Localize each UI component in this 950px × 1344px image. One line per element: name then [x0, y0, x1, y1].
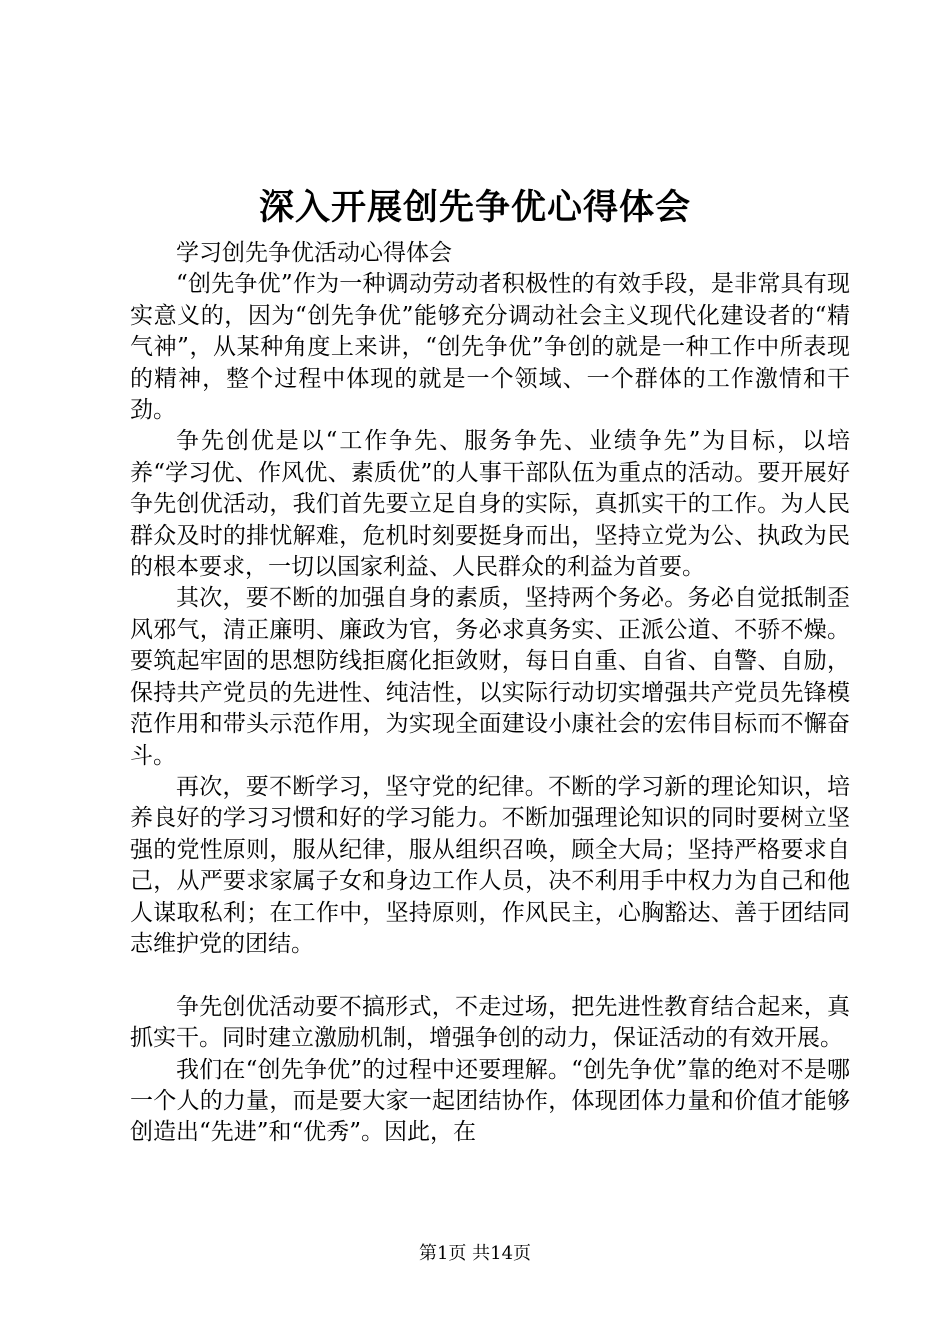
paragraph-3: 其次，要不断的加强自身的素质，坚持两个务必。务必自觉抵制歪风邪气，清正廉明、廉政为官，务必求真务实、正派公道、不骄不燥。要筑起牢固的思想防线拒腐化拒敛财，每日自重、自省、自警、自励，保持共产党员的先进性、纯洁性，以实际行动切实增强共产党员先锋模范作用和带头示范作用，为实现全面建设小康社会的宏伟目标而不懈奋斗。	[130, 585, 850, 769]
paragraph-1: “创先争优”作为一种调动劳动者积极性的有效手段，是非常具有现实意义的，因为“创先争优”能够充分调动社会主义现代化建设者的“精气神”，从某种角度上来讲，“创先争优”争创的就是一种工作中所表现的精神，整个过程中体现的就是一个领域、一个群体的工作激情和干劲。	[130, 271, 850, 424]
document-body	[130, 238, 850, 1149]
paragraph-5: 争先创优活动要不搞形式，不走过场，把先进性教育结合起来，真抓实干。同时建立激励机制，增强争创的动力，保证活动的有效开展。	[130, 993, 850, 1052]
paragraph-4: 再次，要不断学习，坚守党的纪律。不断的学习新的理论知识，培养良好的学习习惯和好的学习能力。不断加强理论知识的同时要树立坚强的党性原则，服从纪律，服从组织召唤，顾全大局；坚持严格要求自己，从严要求家属子女和身边工作人员，决不利用手中权力为自己和他人谋取私利；在工作中，坚持原则，作风民主，心胸豁达、善于团结同志维护党的团结。	[130, 773, 850, 957]
document-title: 深入开展创先争优心得体会	[258, 187, 691, 228]
paragraph-gap	[130, 960, 850, 991]
paragraph-2: 争先创优是以“工作争先、服务争先、业绩争先”为目标，以培养“学习优、作风优、素质优”的人事干部队伍为重点的活动。要开展好争先创优活动，我们首先要立足自身的实际，真抓实干的工作。为人民群众及时的排忧解难，危机时刻要挺身而出，坚持立党为公、执政为民的根本要求，一切以国家利益、人民群众的利益为首要。	[130, 428, 850, 581]
document-subtitle: 学习创先争优活动心得体会	[176, 240, 452, 266]
page-number: 第1页 共14页	[418, 1243, 532, 1264]
paragraph-6: 我们在“创先争优”的过程中还要理解。“创先争优”靠的绝对不是哪一个人的力量，而是要大家一起团结协作，体现团体力量和价值才能够创造出“先进”和“优秀”。因此，在	[130, 1056, 850, 1146]
